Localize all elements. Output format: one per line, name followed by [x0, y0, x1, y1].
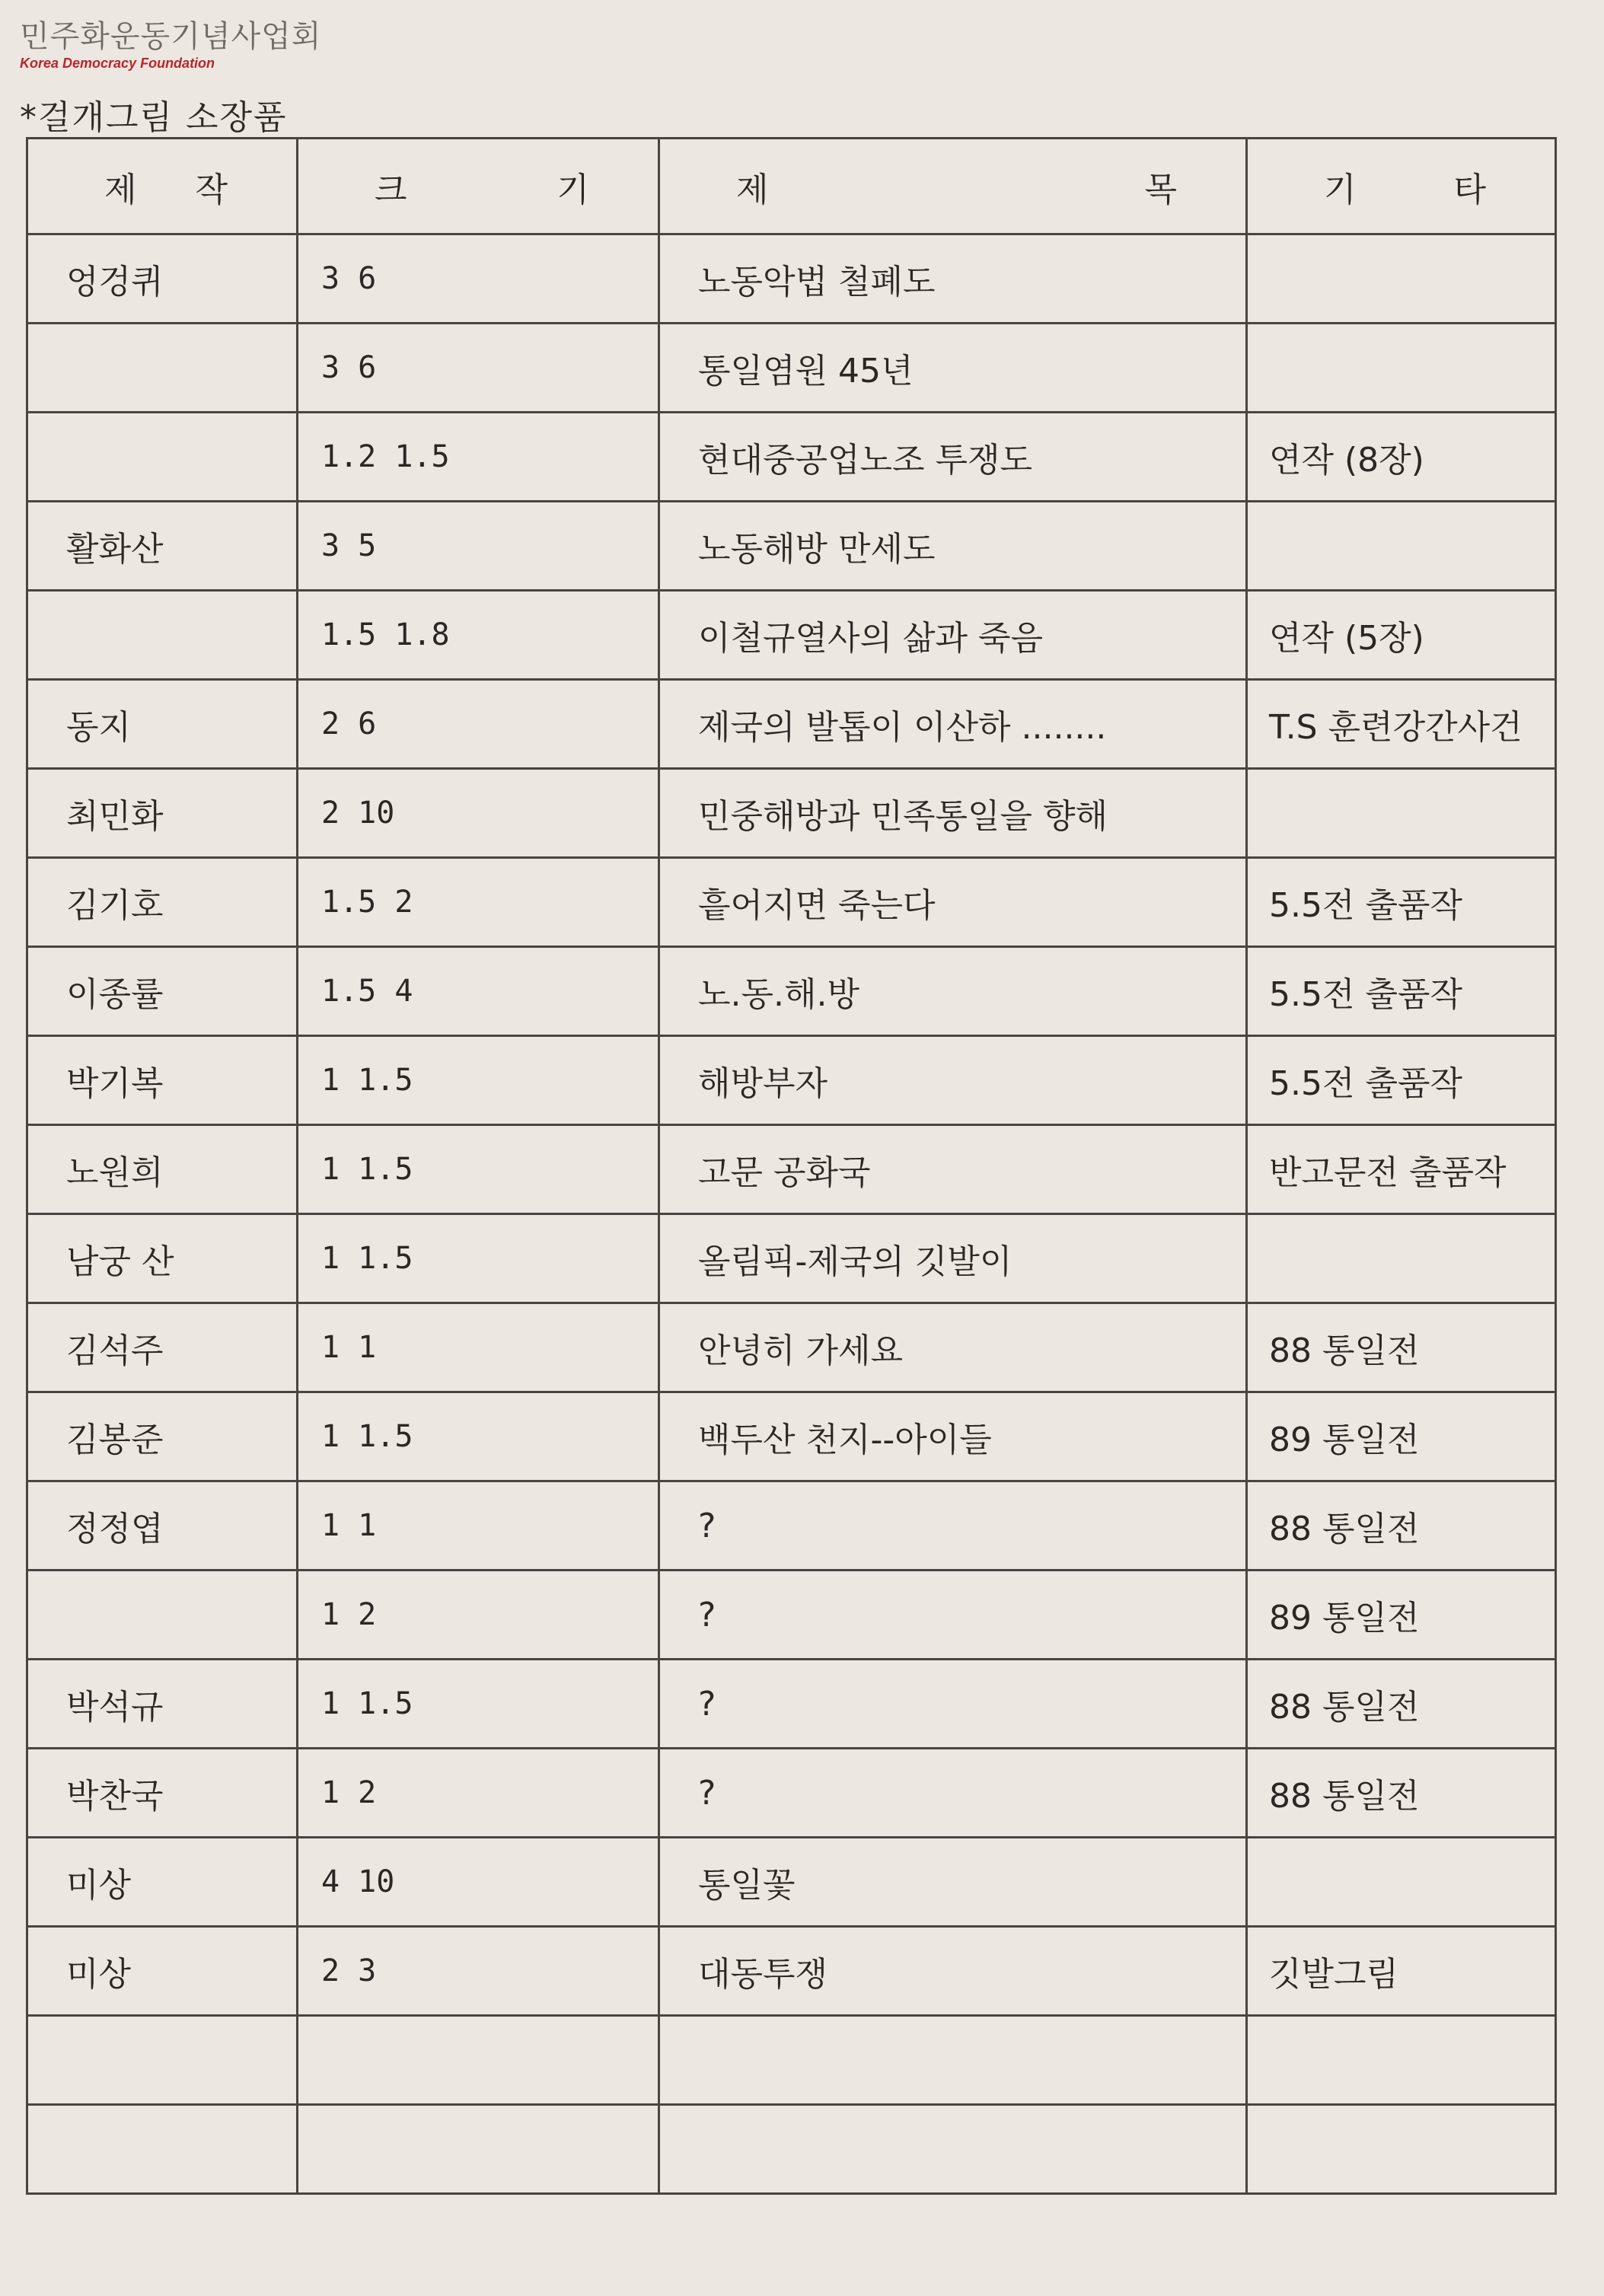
cell-note: 연작 (5장)	[1247, 591, 1556, 680]
cell-size: 1 1.5	[298, 1214, 659, 1303]
table-row	[27, 947, 1556, 1036]
cell-artist: 남궁 산	[27, 1214, 298, 1303]
cell-artist: 정정엽	[27, 1481, 298, 1571]
foundation-logo	[20, 18, 321, 72]
header-title: 제 목	[659, 139, 1247, 234]
cell-size: 3 5	[298, 502, 659, 591]
cell-artist: 동지	[27, 680, 298, 769]
cell-artist: 김석주	[27, 1303, 298, 1392]
table-row	[27, 2016, 1556, 2105]
cell-artist: 박찬국	[27, 1749, 298, 1838]
logo-english-name: Korea Democracy Foundation	[20, 56, 215, 71]
cell-size	[298, 2105, 659, 2194]
cell-note: 88 통일전	[1247, 1749, 1556, 1838]
cell-size: 2 3	[298, 1927, 659, 2016]
cell-artist	[27, 1571, 298, 1660]
cell-title: 민중해방과 민족통일을 향해	[659, 769, 1247, 858]
cell-size: 1 1	[298, 1481, 659, 1571]
cell-artist: 김봉준	[27, 1392, 298, 1481]
cell-size: 1 1.5	[298, 1125, 659, 1214]
table-row	[27, 1392, 1556, 1481]
cell-title: 현대중공업노조 투쟁도	[659, 413, 1247, 502]
document-title: *걸개그림 소장품	[20, 98, 288, 137]
cell-size: 1.2 1.5	[298, 413, 659, 502]
cell-note	[1247, 1838, 1556, 1927]
cell-artist: 이종률	[27, 947, 298, 1036]
cell-title	[659, 2105, 1247, 2194]
cell-title: ?	[659, 1481, 1247, 1571]
header-artist: 제 작	[27, 139, 298, 234]
cell-note: 5.5전 출품작	[1247, 858, 1556, 947]
cell-title: 대동투쟁	[659, 1927, 1247, 2016]
table-row	[27, 769, 1556, 858]
cell-note: 5.5전 출품작	[1247, 1036, 1556, 1125]
cell-note	[1247, 234, 1556, 324]
cell-note: 반고문전 출품작	[1247, 1125, 1556, 1214]
table-header-row	[27, 139, 1556, 234]
cell-title: 올림픽-제국의 깃발이	[659, 1214, 1247, 1303]
cell-artist: 엉겅퀴	[27, 234, 298, 324]
cell-note: 88 통일전	[1247, 1481, 1556, 1571]
cell-size: 1 1.5	[298, 1660, 659, 1749]
cell-artist: 김기호	[27, 858, 298, 947]
cell-note	[1247, 1214, 1556, 1303]
cell-size: 2 6	[298, 680, 659, 769]
cell-title	[659, 2016, 1247, 2105]
cell-size: 1 1.5	[298, 1392, 659, 1481]
table-row	[27, 1303, 1556, 1392]
cell-title: 고문 공화국	[659, 1125, 1247, 1214]
cell-size: 1.5 2	[298, 858, 659, 947]
table-row	[27, 680, 1556, 769]
table-row	[27, 1838, 1556, 1927]
cell-artist: 최민화	[27, 769, 298, 858]
cell-title: ?	[659, 1660, 1247, 1749]
cell-size: 4 10	[298, 1838, 659, 1927]
cell-title: ?	[659, 1571, 1247, 1660]
table-row	[27, 858, 1556, 947]
cell-size: 1.5 4	[298, 947, 659, 1036]
table-row	[27, 234, 1556, 324]
cell-note: 88 통일전	[1247, 1660, 1556, 1749]
cell-note: 89 통일전	[1247, 1571, 1556, 1660]
cell-artist	[27, 324, 298, 413]
table-row	[27, 1036, 1556, 1125]
cell-note	[1247, 2105, 1556, 2194]
table-row	[27, 1571, 1556, 1660]
cell-note: 89 통일전	[1247, 1392, 1556, 1481]
cell-note	[1247, 769, 1556, 858]
table-row	[27, 1927, 1556, 2016]
cell-title: 노.동.해.방	[659, 947, 1247, 1036]
logo-korean-name: 민주화운동기념사업회	[20, 19, 322, 54]
table-row	[27, 502, 1556, 591]
cell-artist: 노원희	[27, 1125, 298, 1214]
table-row	[27, 2105, 1556, 2194]
cell-title: 흩어지면 죽는다	[659, 858, 1247, 947]
cell-title: 해방부자	[659, 1036, 1247, 1125]
cell-title: 통일꽃	[659, 1838, 1247, 1927]
table-row	[27, 1125, 1556, 1214]
cell-title: 백두산 천지--아이들	[659, 1392, 1247, 1481]
cell-note: T.S 훈련강간사건	[1247, 680, 1556, 769]
cell-artist	[27, 413, 298, 502]
cell-artist: 미상	[27, 1927, 298, 2016]
cell-size: 3 6	[298, 234, 659, 324]
cell-title: ?	[659, 1749, 1247, 1838]
cell-artist	[27, 2105, 298, 2194]
cell-note: 깃발그림	[1247, 1927, 1556, 2016]
cell-size: 1.5 1.8	[298, 591, 659, 680]
cell-size	[298, 2016, 659, 2105]
table-row	[27, 1660, 1556, 1749]
cell-artist	[27, 2016, 298, 2105]
cell-artist: 미상	[27, 1838, 298, 1927]
cell-title: 노동악법 철폐도	[659, 234, 1247, 324]
table-row	[27, 324, 1556, 413]
cell-title: 안녕히 가세요	[659, 1303, 1247, 1392]
cell-size: 1 1.5	[298, 1036, 659, 1125]
cell-artist: 박석규	[27, 1660, 298, 1749]
cell-size: 2 10	[298, 769, 659, 858]
header-note: 기 타	[1247, 139, 1556, 234]
cell-title: 노동해방 만세도	[659, 502, 1247, 591]
table-row	[27, 591, 1556, 680]
cell-note: 88 통일전	[1247, 1303, 1556, 1392]
cell-size: 1 2	[298, 1749, 659, 1838]
cell-size: 1 2	[298, 1571, 659, 1660]
cell-artist: 박기복	[27, 1036, 298, 1125]
cell-title: 제국의 발톱이 이산하 ........	[659, 680, 1247, 769]
table-row	[27, 413, 1556, 502]
cell-artist	[27, 591, 298, 680]
table-row	[27, 1481, 1556, 1571]
cell-size: 1 1	[298, 1303, 659, 1392]
cell-note: 연작 (8장)	[1247, 413, 1556, 502]
cell-note	[1247, 324, 1556, 413]
collection-table	[26, 137, 1557, 2195]
cell-title: 통일염원 45년	[659, 324, 1247, 413]
cell-title: 이철규열사의 삶과 죽음	[659, 591, 1247, 680]
cell-note: 5.5전 출품작	[1247, 947, 1556, 1036]
table-row	[27, 1214, 1556, 1303]
cell-size: 3 6	[298, 324, 659, 413]
cell-note	[1247, 502, 1556, 591]
cell-artist: 활화산	[27, 502, 298, 591]
cell-note	[1247, 2016, 1556, 2105]
table-row	[27, 1749, 1556, 1838]
header-size: 크 기	[298, 139, 659, 234]
